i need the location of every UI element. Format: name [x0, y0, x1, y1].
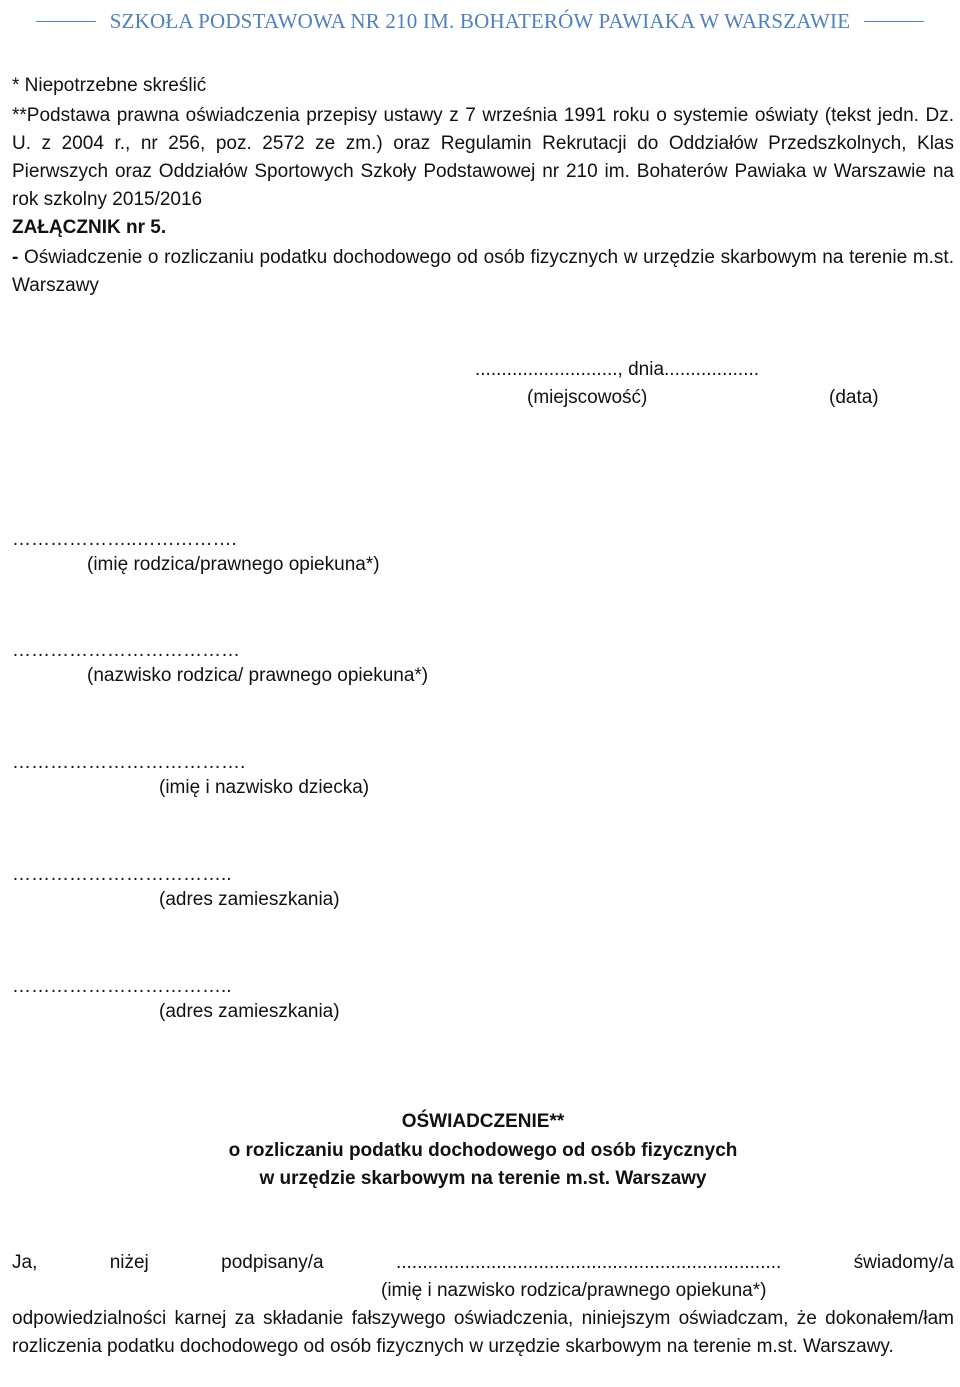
- header-rule-right: [864, 21, 924, 22]
- declaration-body: odpowiedzialności karnej za składanie fałszywego oświadczenia, niniejszym oświadczam, że dokonałem/łam rozliczenia podatku dochodowego od osób fizycznych w urzędzie skarbowym na terenie m.st. Warszawy.: [12, 1308, 954, 1357]
- address-dots-2: ……………………………..: [12, 976, 232, 997]
- parent-surname-label: (nazwisko rodzica/ prawnego opiekuna*): [87, 665, 429, 686]
- footnote-not-applicable: * Niepotrzebne skreślić: [12, 75, 207, 96]
- child-name-dots: ……………………………….: [12, 752, 246, 773]
- header-rule-left: [36, 21, 96, 22]
- address-label-2: (adres zamieszkania): [159, 1001, 340, 1022]
- address-dots-1: ……………………………..: [12, 864, 232, 885]
- attachment-text: Oświadczenie o rozliczaniu podatku dochodowego od osób fizycznych w urzędzie skarbowym na terenie m.st. Warszawy: [12, 247, 954, 296]
- parent-surname-dots: ………………………………: [12, 640, 240, 661]
- place-label: (miejscowość): [527, 387, 648, 408]
- statement-title: OŚWIADCZENIE**: [401, 1111, 565, 1132]
- footnote-legal-basis: **Podstawa prawna oświadczenia przepisy ustawy z 7 września 1991 roku o systemie oświaty (tekst jedn. Dz. U. z 2004 r., nr 256, poz. 2572 ze zm.) oraz Regulamin Rekrutacji do Oddziałów Przedszkolnych, Klas Pierwszych oraz Oddziałów Sportowych Szkoły Podstawowej nr 210 im. Bohaterów Pawiaka w Warszawie na rok szkolny 2015/2016: [12, 105, 954, 210]
- declaration-name-label: (imię i nazwisko rodzica/prawnego opiekuna*): [381, 1280, 767, 1301]
- parent-first-name-label: (imię rodzica/prawnego opiekuna*): [87, 554, 380, 575]
- attachment-number: ZAŁĄCZNIK nr 5.: [12, 217, 167, 238]
- attachment-dash: -: [12, 247, 19, 268]
- attachment-description: [12, 244, 954, 300]
- page-header: [0, 8, 960, 34]
- address-label-1: (adres zamieszkania): [159, 889, 340, 910]
- place-date-line: ..........................., dnia..................: [475, 359, 760, 380]
- school-name: SZKOŁA PODSTAWOWA NR 210 IM. BOHATERÓW PAWIAKA W WARSZAWIE: [109, 8, 851, 33]
- statement-subtitle-1: o rozliczaniu podatku dochodowego od osób fizycznych: [228, 1140, 738, 1161]
- parent-first-name-dots: ………………..…………….: [12, 529, 237, 550]
- date-label: (data): [829, 387, 879, 408]
- declaration-intro: Ja, niżej podpisany/a ......................................................................... świadomy/a: [12, 1252, 954, 1273]
- child-name-label: (imię i nazwisko dziecka): [159, 777, 370, 798]
- statement-subtitle-2: w urzędzie skarbowym na terenie m.st. Warszawy: [259, 1168, 707, 1189]
